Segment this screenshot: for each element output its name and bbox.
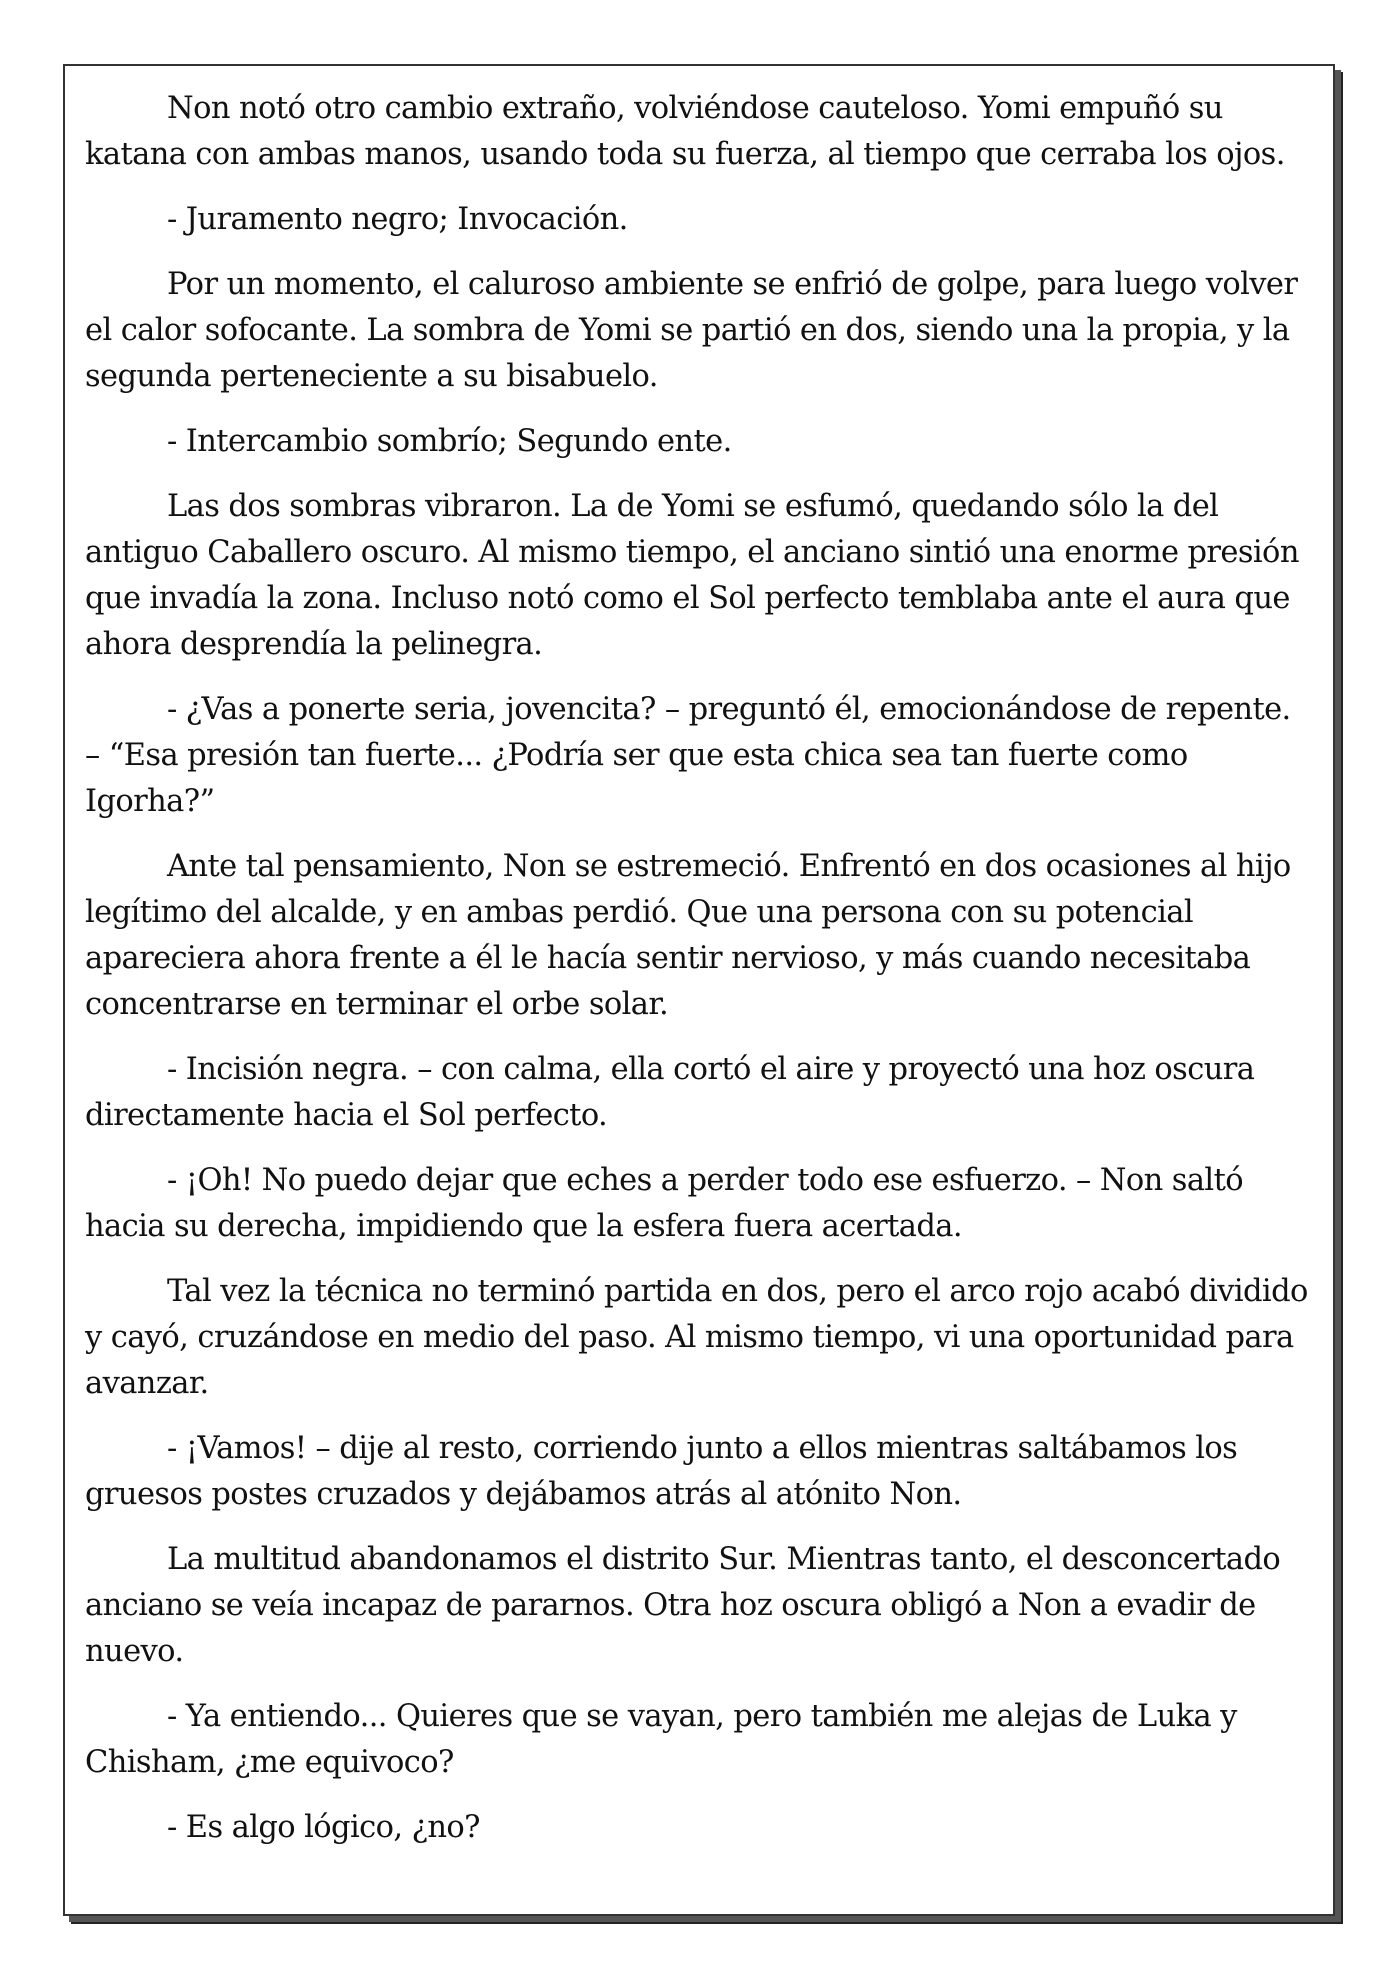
paragraph-9: - ¡Oh! No puedo dejar que eches a perder todo ese esfuerzo. – Non saltó hacia su derecha, impidiendo que la esfera fuera acertada. — [85, 1163, 1243, 1244]
paragraph-2: - Juramento negro; Invocación. — [167, 202, 628, 237]
paragraph-12: La multitud abandonamos el distrito Sur. Mientras tanto, el desconcertado anciano se veía incapaz de pararnos. Otra hoz oscura obligó a Non a evadir de nuevo. — [85, 1542, 1281, 1669]
paragraph-13: - Ya entiendo... Quieres que se vayan, pero también me alejas de Luka y Chisham, ¿me equivoco? — [85, 1699, 1237, 1780]
story-text — [85, 86, 1309, 1870]
paragraph-7: Ante tal pensamiento, Non se estremeció. Enfrentó en dos ocasiones al hijo legítimo del alcalde, y en ambas perdió. Que una persona con su potencial apareciera ahora frente a él le hacía sentir nervioso, y más cuando necesitaba concentrarse en terminar el orbe solar. — [85, 849, 1291, 1022]
paragraph-14: - Es algo lógico, ¿no? — [167, 1810, 480, 1845]
page-frame — [63, 64, 1335, 1916]
paragraph-4: - Intercambio sombrío; Segundo ente. — [167, 424, 732, 459]
paragraph-5: Las dos sombras vibraron. La de Yomi se esfumó, quedando sólo la del antiguo Caballero oscuro. Al mismo tiempo, el anciano sintió una enorme presión que invadía la zona. Incluso notó como el Sol perfecto temblaba ante el aura que ahora desprendía la pelinegra. — [85, 489, 1299, 662]
paragraph-3: Por un momento, el caluroso ambiente se enfrió de golpe, para luego volver el calor sofocante. La sombra de Yomi se partió en dos, siendo una la propia, y la segunda perteneciente a su bisabuelo. — [85, 267, 1298, 394]
paragraph-10: Tal vez la técnica no terminó partida en dos, pero el arco rojo acabó dividido y cayó, cruzándose en medio del paso. Al mismo tiempo, vi una oportunidad para avanzar. — [85, 1274, 1308, 1401]
paragraph-1: Non notó otro cambio extraño, volviéndose cauteloso. Yomi empuñó su katana con ambas manos, usando toda su fuerza, al tiempo que cerraba los ojos. — [85, 91, 1285, 172]
paragraph-6: - ¿Vas a ponerte seria, jovencita? – preguntó él, emocionándose de repente. – “Esa presión tan fuerte... ¿Podría ser que esta chica sea tan fuerte como Igorha?” — [85, 692, 1291, 819]
paragraph-8: - Incisión negra. – con calma, ella cortó el aire y proyectó una hoz oscura directamente hacia el Sol perfecto. — [85, 1052, 1255, 1133]
paragraph-11: - ¡Vamos! – dije al resto, corriendo junto a ellos mientras saltábamos los gruesos postes cruzados y dejábamos atrás al atónito Non. — [85, 1431, 1238, 1512]
